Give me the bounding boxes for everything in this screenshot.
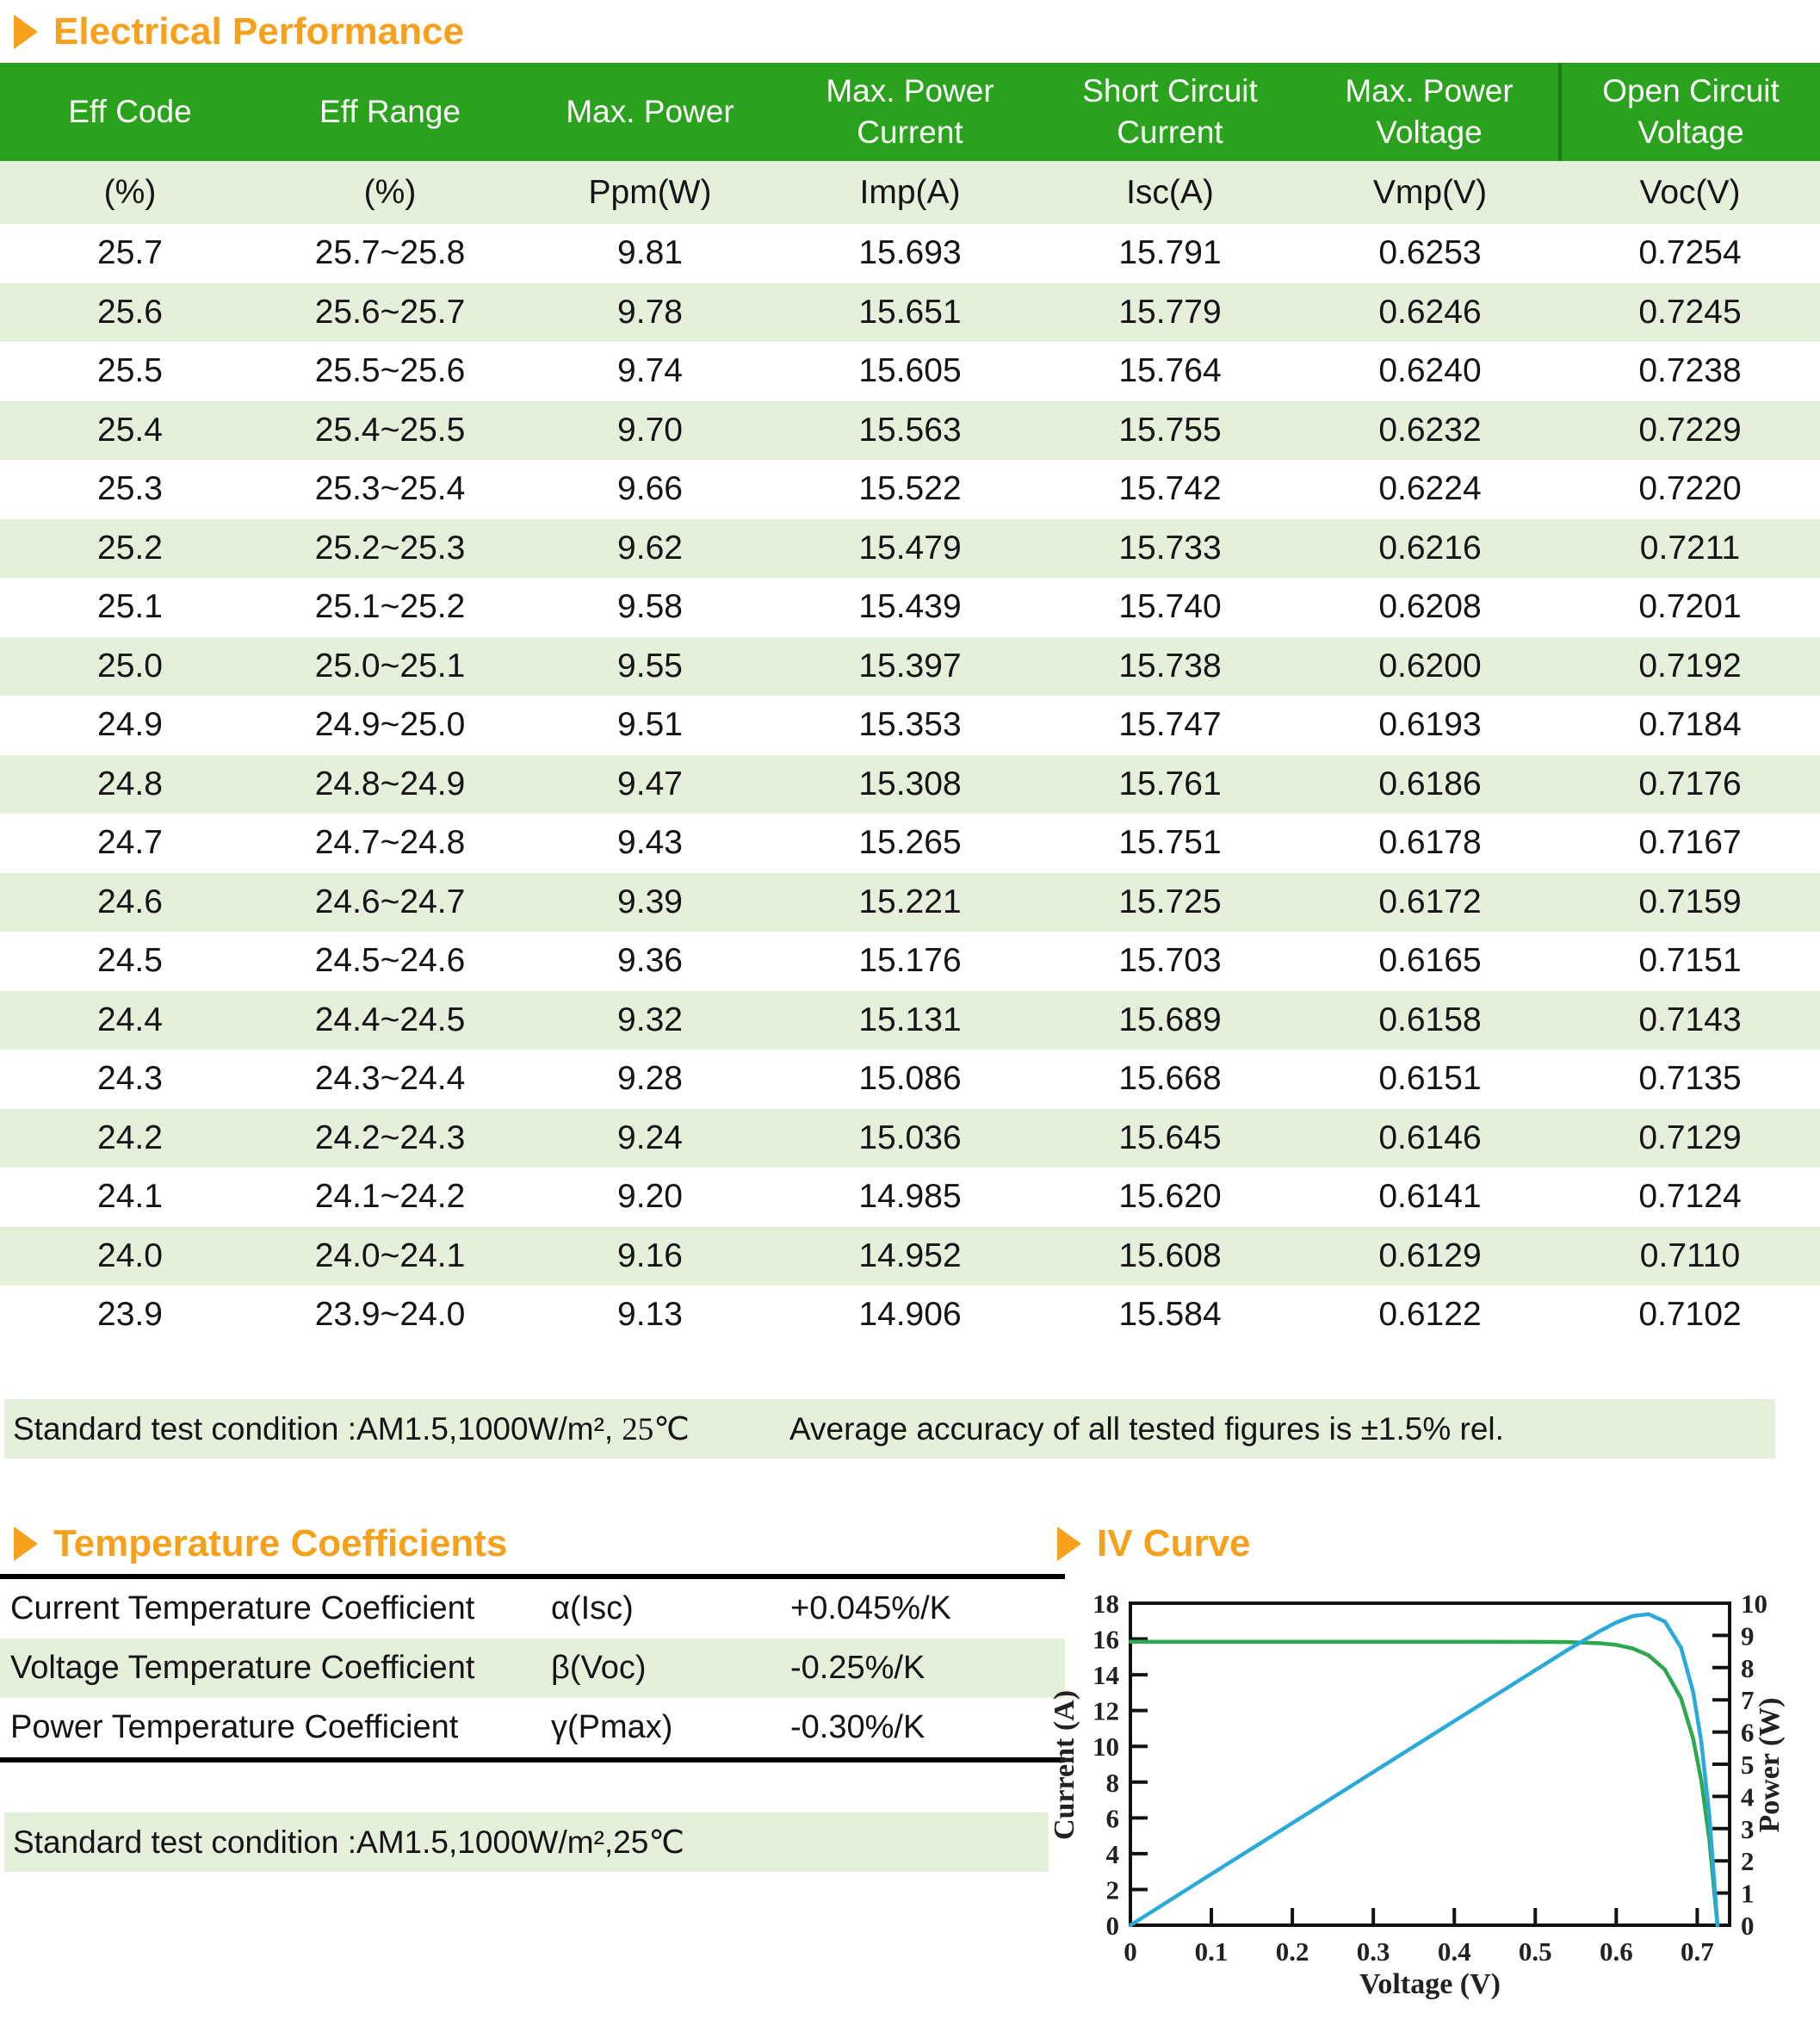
column-unit: (%) (363, 173, 417, 211)
table-cell: 14.985 (858, 1178, 962, 1216)
table-row (0, 342, 1820, 401)
electrical-performance-table (0, 63, 1820, 1345)
table-cell: 0.6253 (1378, 234, 1482, 272)
table-cell: 25.3 (97, 470, 163, 508)
table-cell: 9.13 (617, 1296, 683, 1334)
y-right-tick-label: 5 (1741, 1750, 1755, 1780)
y-right-tick-label: 0 (1741, 1911, 1755, 1941)
table-cell: 0.7129 (1638, 1118, 1742, 1156)
table-cell: 24.2 (97, 1118, 163, 1156)
coefficient-symbol: β(Voc) (551, 1650, 647, 1686)
table-cell: 15.221 (858, 883, 962, 920)
test-condition-bar (4, 1399, 1775, 1459)
table-row (0, 1285, 1820, 1345)
table-cell: 15.751 (1118, 824, 1222, 862)
table-cell: 0.7201 (1638, 588, 1742, 626)
temperature-coefficients-table (0, 1574, 1065, 1763)
table-cell: 15.620 (1118, 1178, 1222, 1216)
table-cell: 0.6240 (1378, 352, 1482, 390)
x-tick-label: 0.4 (1437, 1936, 1471, 1967)
coefficient-symbol: γ(Pmax) (551, 1709, 673, 1745)
column-header: Eff Code (68, 93, 192, 129)
table-cell: 9.24 (617, 1118, 683, 1156)
table-cell: 15.522 (858, 470, 962, 508)
table-cell: 9.78 (617, 293, 683, 331)
table-cell: 23.9~24.0 (314, 1296, 466, 1334)
table-cell: 24.4 (97, 1001, 163, 1038)
table-cell: 9.28 (617, 1060, 683, 1098)
table-cell: 24.5~24.6 (314, 942, 466, 980)
table-row (0, 1050, 1820, 1109)
table-cell: 15.761 (1118, 765, 1222, 802)
table-cell: 9.81 (617, 234, 683, 272)
table-cell: 9.55 (617, 647, 683, 685)
y-left-tick-label: 2 (1105, 1874, 1119, 1905)
column-unit: Voc(V) (1639, 173, 1741, 211)
y-right-axis-title: Power (W) (1754, 1697, 1786, 1833)
table-cell: 23.9 (97, 1296, 163, 1334)
table-cell: 25.4 (97, 411, 163, 449)
table-cell: 25.1~25.2 (314, 588, 466, 626)
column-header: Max. Power Current (826, 72, 994, 150)
y-left-tick-label: 12 (1093, 1695, 1119, 1726)
y-right-tick-label: 2 (1741, 1846, 1755, 1877)
section-title-text: Temperature Coefficients (53, 1522, 508, 1564)
table-cell: 0.6200 (1378, 647, 1482, 685)
table-cell: 0.7110 (1639, 1236, 1741, 1274)
table-cell: 15.439 (858, 588, 962, 626)
y-right-tick-label: 7 (1741, 1685, 1755, 1716)
table-cell: 24.6 (97, 883, 163, 920)
table-row (0, 1227, 1820, 1286)
table-cell: 0.6122 (1378, 1296, 1482, 1334)
table-cell: 9.62 (617, 529, 683, 567)
table-cell: 24.0~24.1 (314, 1236, 466, 1274)
table-cell: 24.1~24.2 (314, 1178, 466, 1216)
x-tick-label: 0.5 (1518, 1936, 1552, 1967)
table-cell: 0.7184 (1638, 706, 1742, 744)
table-cell: 15.747 (1118, 706, 1222, 744)
table-row (0, 1168, 1820, 1227)
column-unit: Vmp(V) (1372, 173, 1488, 211)
table-cell: 9.43 (617, 824, 683, 862)
accuracy-note-text: Average accuracy of all tested figures is ±1.5% rel. (789, 1410, 1504, 1447)
section-iv-curve-title (1057, 1522, 1251, 1565)
table-cell: 25.6 (97, 293, 163, 331)
arrow-right-icon (14, 15, 38, 49)
table-cell: 25.5 (97, 352, 163, 390)
table-cell: 24.9~25.0 (314, 706, 466, 744)
table-row (0, 1109, 1820, 1168)
table-cell: 0.7159 (1638, 883, 1742, 920)
table-cell: 15.479 (858, 529, 962, 567)
table-cell: 24.3~24.4 (314, 1060, 466, 1098)
y-left-tick-label: 0 (1105, 1911, 1119, 1941)
y-left-axis-title: Current (A) (1049, 1689, 1080, 1841)
table-cell: 0.6216 (1378, 529, 1482, 567)
table-cell: 15.740 (1118, 588, 1222, 626)
table-cell: 15.693 (858, 234, 962, 272)
table-head (0, 63, 1820, 224)
coefficient-label: Power Temperature Coefficient (10, 1709, 459, 1745)
table-cell: 25.5~25.6 (314, 352, 466, 390)
table-cell: 0.6146 (1378, 1118, 1482, 1156)
table-cell: 24.3 (97, 1060, 163, 1098)
y-left-tick-label: 6 (1105, 1803, 1119, 1834)
column-unit: Imp(A) (859, 173, 961, 211)
y-right-tick-label: 10 (1741, 1589, 1767, 1619)
table-cell: 15.353 (858, 706, 962, 744)
table-cell: 9.16 (617, 1236, 683, 1274)
table-cell: 0.7220 (1638, 470, 1742, 508)
arrow-right-icon (1057, 1527, 1081, 1561)
table-cell: 9.20 (617, 1178, 683, 1216)
table-cell: 15.605 (858, 352, 962, 390)
table-cell: 25.0 (97, 647, 163, 685)
section-title-text: Electrical Performance (53, 10, 464, 53)
table-cell: 0.7192 (1638, 647, 1742, 685)
table-row (0, 401, 1820, 461)
y-right-tick-label: 1 (1741, 1878, 1755, 1909)
curve-power-vs-voltage (1130, 1614, 1718, 1925)
table-cell: 0.6178 (1378, 824, 1482, 862)
table-row (0, 991, 1820, 1050)
table-cell: 0.7245 (1638, 293, 1742, 331)
y-right-tick-label: 9 (1741, 1620, 1755, 1651)
y-left-tick-label: 18 (1093, 1589, 1119, 1619)
table-cell: 0.7167 (1638, 824, 1742, 862)
column-header: Open Circuit Voltage (1602, 72, 1780, 150)
column-header: Eff Range (319, 93, 461, 129)
table-cell: 15.036 (858, 1118, 962, 1156)
table-cell: 0.6172 (1378, 883, 1482, 920)
table-cell: 25.2~25.3 (314, 529, 466, 567)
table-cell: 24.1 (97, 1178, 163, 1216)
column-unit: Ppm(W) (588, 173, 712, 211)
table-cell: 15.725 (1118, 883, 1222, 920)
table-cell: 9.74 (617, 352, 683, 390)
column-unit: (%) (103, 173, 157, 211)
table-cell: 0.6151 (1378, 1060, 1482, 1098)
header-row (0, 63, 1820, 161)
table-cell: 0.6186 (1378, 765, 1482, 802)
table-cell: 15.742 (1118, 470, 1222, 508)
curve-current-vs-voltage (1130, 1642, 1718, 1925)
table-cell: 9.70 (617, 411, 683, 449)
table-cell: 15.703 (1118, 942, 1222, 980)
table-row (0, 224, 1820, 283)
coefficient-label: Current Temperature Coefficient (10, 1590, 475, 1626)
table-cell: 25.6~25.7 (314, 293, 466, 331)
column-header: Short Circuit Current (1082, 72, 1258, 150)
table-cell: 15.265 (858, 824, 962, 862)
table-cell: 15.563 (858, 411, 962, 449)
y-right-tick-label: 4 (1741, 1781, 1755, 1812)
x-axis-title: Voltage (V) (1359, 1968, 1501, 2000)
test-condition-text: Standard test condition :AM1.5,1000W/m², (13, 1410, 614, 1447)
table-cell: 9.47 (617, 765, 683, 802)
section-temperature-coefficients-title (14, 1522, 507, 1565)
table-cell: 0.7229 (1638, 411, 1742, 449)
table-row (0, 1639, 1065, 1698)
table-cell: 0.7102 (1638, 1296, 1742, 1334)
table-cell: 24.8 (97, 765, 163, 802)
column-header: Max. Power (566, 93, 734, 129)
column-header: Max. Power Voltage (1300, 63, 1560, 161)
y-left-tick-label: 4 (1105, 1838, 1119, 1869)
section-electrical-performance-title (14, 10, 464, 53)
arrow-right-icon (14, 1527, 38, 1561)
table-cell: 0.7124 (1638, 1178, 1742, 1216)
y-left-tick-label: 8 (1105, 1767, 1119, 1798)
table-cell: 15.645 (1118, 1118, 1222, 1156)
table-cell: 0.6224 (1378, 470, 1482, 508)
table-body (0, 224, 1820, 1345)
table-cell: 15.131 (858, 1001, 962, 1038)
table-cell: 9.66 (617, 470, 683, 508)
table-cell: 0.7238 (1638, 352, 1742, 390)
test-condition-temperature: 25℃ (622, 1411, 690, 1447)
table-cell: 15.608 (1118, 1236, 1222, 1274)
test-condition-bar (4, 1812, 1049, 1872)
table-cell: 15.308 (858, 765, 962, 802)
table-cell: 0.6141 (1378, 1178, 1482, 1216)
table-cell: 24.8~24.9 (314, 765, 466, 802)
table-cell: 24.7~24.8 (314, 824, 466, 862)
table-cell: 25.7 (97, 234, 163, 272)
table-cell: 9.58 (617, 588, 683, 626)
table-cell: 15.176 (858, 942, 962, 980)
table-row (0, 755, 1820, 815)
table-cell: 9.32 (617, 1001, 683, 1038)
table-cell: 0.6158 (1378, 1001, 1482, 1038)
table-cell: 24.5 (97, 942, 163, 980)
section-title-text: IV Curve (1097, 1522, 1251, 1564)
column-unit: Isc(A) (1126, 173, 1214, 211)
table-cell: 15.689 (1118, 1001, 1222, 1038)
table-cell: 15.779 (1118, 293, 1222, 331)
x-tick-label: 0.7 (1681, 1936, 1714, 1967)
table-cell: 24.7 (97, 824, 163, 862)
table-cell: 24.9 (97, 706, 163, 744)
table-row (0, 578, 1820, 637)
table-cell: 15.764 (1118, 352, 1222, 390)
table-cell: 0.6193 (1378, 706, 1482, 744)
table-cell: 0.6232 (1378, 411, 1482, 449)
table-cell: 0.7211 (1639, 529, 1741, 567)
table-cell: 9.51 (617, 706, 683, 744)
y-right-tick-label: 8 (1741, 1652, 1755, 1683)
table-cell: 24.6~24.7 (314, 883, 466, 920)
table-cell: 15.086 (858, 1060, 962, 1098)
table-cell: 9.36 (617, 942, 683, 980)
x-tick-label: 0.1 (1194, 1936, 1229, 1967)
table-cell: 15.397 (858, 647, 962, 685)
x-tick-label: 0 (1124, 1936, 1137, 1967)
table-cell: 25.4~25.5 (314, 411, 466, 449)
table-cell: 0.7176 (1638, 765, 1742, 802)
table-cell: 15.791 (1118, 234, 1222, 272)
table-cell: 15.755 (1118, 411, 1222, 449)
table-row (0, 519, 1820, 579)
table-row (0, 873, 1820, 932)
table-cell: 0.6129 (1378, 1236, 1482, 1274)
table-cell: 0.7143 (1638, 1001, 1742, 1038)
table-cell: 0.7135 (1638, 1060, 1742, 1098)
table-cell: 25.3~25.4 (314, 470, 466, 508)
table-row (0, 283, 1820, 343)
table-cell: 14.906 (858, 1296, 962, 1334)
table-cell: 24.4~24.5 (314, 1001, 466, 1038)
table-cell: 9.39 (617, 883, 683, 920)
table-cell: 15.584 (1118, 1296, 1222, 1334)
table-cell: 24.2~24.3 (314, 1118, 466, 1156)
table-cell: 0.6246 (1378, 293, 1482, 331)
test-condition-text: Standard test condition :AM1.5,1000W/m²,25℃ (13, 1824, 684, 1860)
table-row (0, 814, 1820, 873)
y-right-tick-label: 6 (1741, 1717, 1755, 1748)
coefficient-label: Voltage Temperature Coefficient (10, 1650, 475, 1686)
table-cell: 0.7151 (1638, 942, 1742, 980)
y-left-tick-label: 10 (1093, 1732, 1119, 1763)
y-right-tick-label: 3 (1741, 1813, 1755, 1844)
coefficient-symbol: α(Isc) (551, 1590, 634, 1626)
coefficient-value: +0.045%/K (790, 1590, 951, 1626)
table-cell: 14.952 (858, 1236, 962, 1274)
table-row (0, 1579, 1065, 1639)
iv-curve-chart (990, 1580, 1820, 2032)
table-cell: 15.668 (1118, 1060, 1222, 1098)
table-cell: 25.7~25.8 (314, 234, 466, 272)
table-cell: 0.6208 (1378, 588, 1482, 626)
table-cell: 0.6165 (1378, 942, 1482, 980)
table-cell: 25.1 (97, 588, 163, 626)
table-cell: 0.7254 (1638, 234, 1742, 272)
table-row (0, 932, 1820, 991)
table-row (0, 637, 1820, 697)
table-cell: 25.0~25.1 (314, 647, 466, 685)
units-row (0, 161, 1820, 224)
coefficient-value: -0.25%/K (790, 1650, 925, 1686)
x-tick-label: 0.3 (1356, 1936, 1390, 1967)
table-row (0, 696, 1820, 755)
table-cell: 15.738 (1118, 647, 1222, 685)
table-cell: 15.651 (858, 293, 962, 331)
table-cell: 15.733 (1118, 529, 1222, 567)
x-tick-label: 0.2 (1275, 1936, 1309, 1967)
table-row (0, 1698, 1065, 1757)
y-left-tick-label: 14 (1093, 1660, 1119, 1691)
table-row (0, 460, 1820, 519)
x-tick-label: 0.6 (1599, 1936, 1633, 1967)
y-left-tick-label: 16 (1093, 1624, 1119, 1655)
table-cell: 25.2 (97, 529, 163, 567)
table-cell: 24.0 (97, 1236, 163, 1274)
coefficient-value: -0.30%/K (790, 1709, 925, 1745)
